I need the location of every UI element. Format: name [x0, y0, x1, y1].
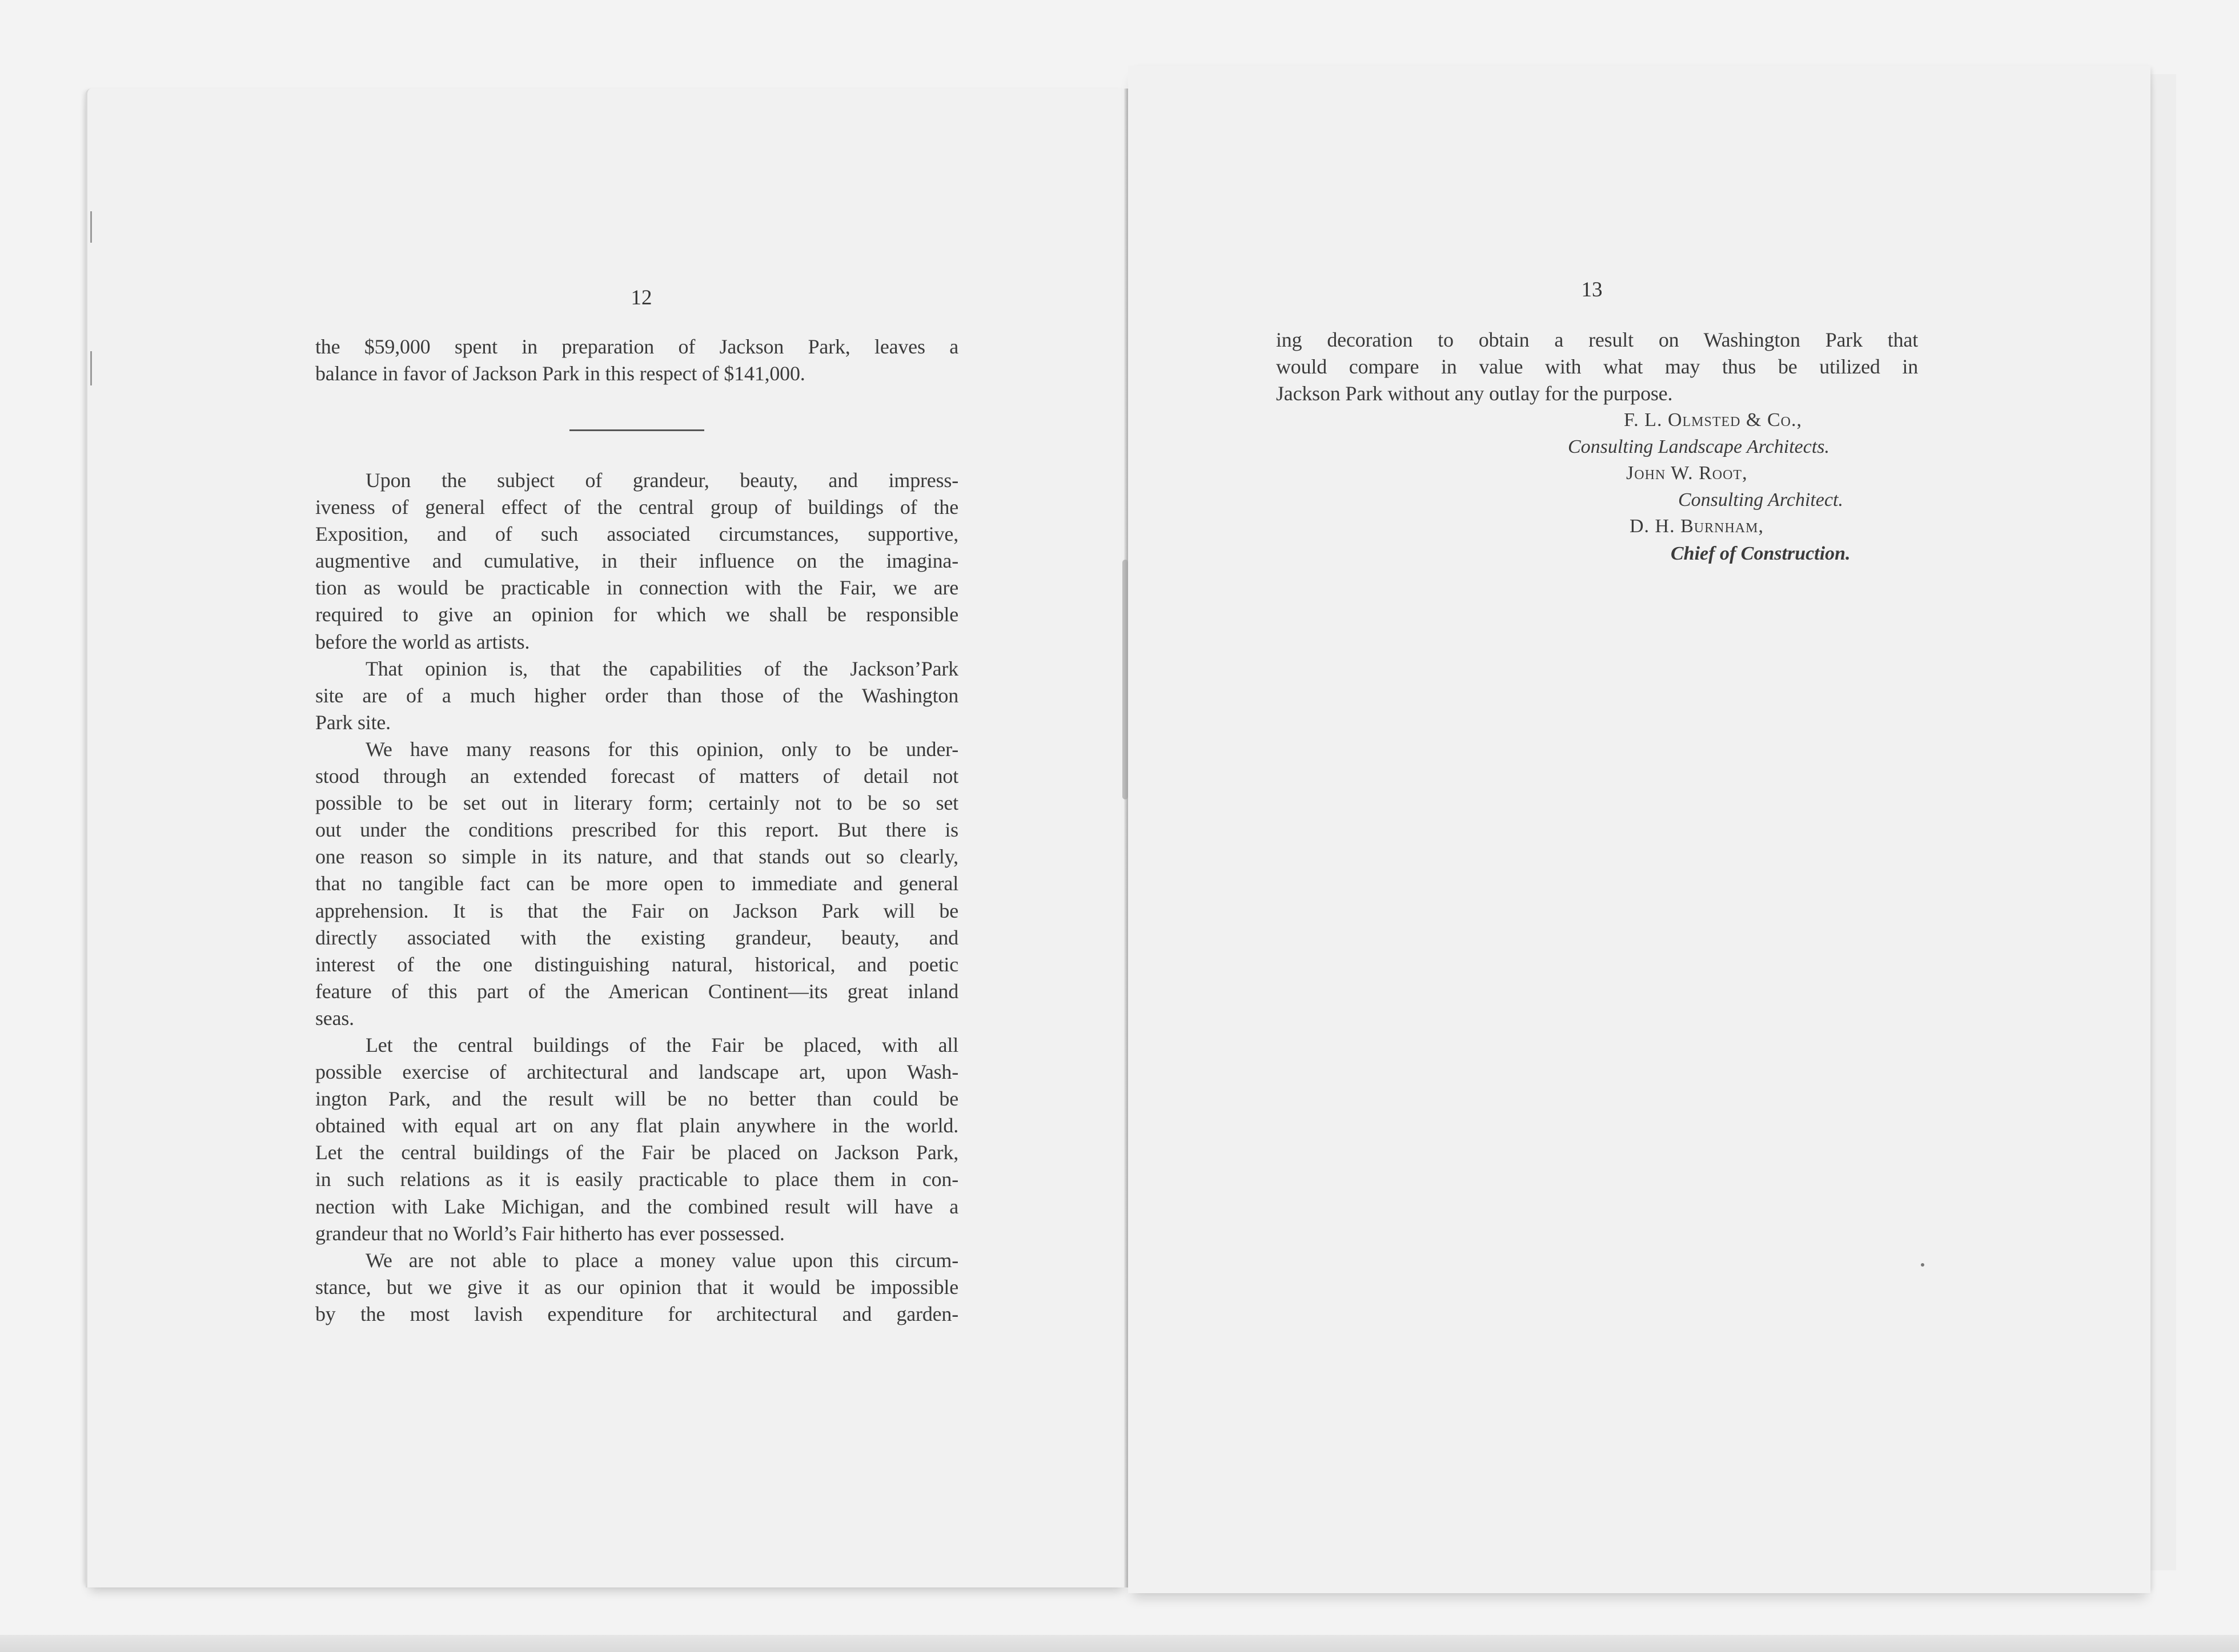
text-line: obtained with equal art on any flat plain anywhere in the world.: [315, 1114, 958, 1137]
text-line: out under the conditions prescribed for this report. But there is: [315, 818, 958, 842]
text-line: apprehension. It is that the Fair on Jackson Park will be: [315, 899, 958, 922]
text-line: Let the central buildings of the Fair be placed, with all: [366, 1033, 958, 1056]
text-line: We have many reasons for this opinion, only to be under-: [366, 737, 958, 761]
page-number-left: 12: [631, 286, 652, 310]
text-line: That opinion is, that the capabilities of the Jackson’Park: [366, 657, 958, 680]
text-line: iveness of general effect of the central group of buildings of the: [315, 496, 958, 519]
section-divider-rule: [569, 429, 704, 431]
binding-stitch: [90, 351, 92, 385]
text-line: seas.: [315, 1006, 354, 1030]
text-line: stood through an extended forecast of matters of detail not: [315, 765, 958, 788]
text-line: We are not able to place a money value upon this circum-: [366, 1248, 958, 1272]
text-line: feature of this part of the American Continent—its great inland: [315, 979, 958, 1003]
text-line: site are of a much higher order than those of the Washington: [315, 684, 958, 707]
binding-stitch: [90, 211, 92, 243]
text-line: possible exercise of architectural and landscape art, upon Wash-: [315, 1060, 958, 1084]
text-line: that no tangible fact can be more open to immediate and general: [315, 872, 958, 895]
text-line: tion as would be practicable in connection with the Fair, we are: [315, 576, 958, 600]
right-page-body-text: [1276, 327, 1918, 407]
text-line: required to give an opinion for which we shall be responsible: [315, 603, 958, 626]
signatory-name: John W. Root,: [1626, 463, 1748, 484]
binding-shadow: [1122, 560, 1128, 799]
text-line: the $59,000 spent in preparation of Jackson Park, leaves a: [315, 335, 958, 358]
signatory-title: Consulting Landscape Architects.: [1568, 436, 1830, 457]
text-line: one reason so simple in its nature, and that stands out so clearly,: [315, 845, 958, 869]
signatory-title: Consulting Architect.: [1678, 489, 1843, 511]
text-line: interest of the one distinguishing natural, historical, and poetic: [315, 952, 958, 976]
signatory-name: F. L. Olmsted & Co.,: [1624, 409, 1802, 431]
text-line: in such relations as it is easily practicable to place them in con-: [315, 1168, 958, 1191]
text-line: would compare in value with what may thus be utilized in: [1276, 355, 1918, 379]
text-line: Exposition, and of such associated circumstances, supportive,: [315, 522, 958, 546]
text-line: balance in favor of Jackson Park in this respect of $141,000.: [315, 362, 805, 385]
text-line: Let the central buildings of the Fair be placed on Jackson Park,: [315, 1141, 958, 1164]
scanner-bed-strip: [0, 1635, 2239, 1652]
text-line: possible to be set out in literary form; certainly not to be so set: [315, 791, 958, 815]
text-line: augmentive and cumulative, in their influence on the imagina-: [315, 549, 958, 573]
text-line: Jackson Park without any outlay for the purpose.: [1276, 382, 1673, 405]
text-line: nection with Lake Michigan, and the combined result will have a: [315, 1195, 958, 1218]
page-number-right: 13: [1581, 278, 1603, 302]
signatory-name: D. H. Burnham,: [1630, 516, 1764, 537]
text-line: Park site.: [315, 710, 391, 734]
text-line: directly associated with the existing grandeur, beauty, and: [315, 926, 958, 949]
text-line: ing decoration to obtain a result on Washington Park that: [1276, 328, 1918, 351]
signatory-title: Chief of Construction.: [1671, 543, 1851, 564]
left-page-opening-text: [315, 333, 958, 387]
text-line: by the most lavish expenditure for architectural and garden-: [315, 1302, 958, 1325]
text-line: Upon the subject of grandeur, beauty, and impress-: [366, 469, 958, 492]
text-line: ington Park, and the result will be no better than could be: [315, 1087, 958, 1111]
paper-speck: [1921, 1263, 1924, 1267]
text-line: before the world as artists.: [315, 630, 530, 653]
left-page-body-text: [315, 467, 958, 1328]
text-line: grandeur that no World’s Fair hitherto has ever possessed.: [315, 1221, 785, 1245]
right-page: [1128, 66, 2150, 1593]
text-line: stance, but we give it as our opinion that it would be impossible: [315, 1275, 958, 1299]
